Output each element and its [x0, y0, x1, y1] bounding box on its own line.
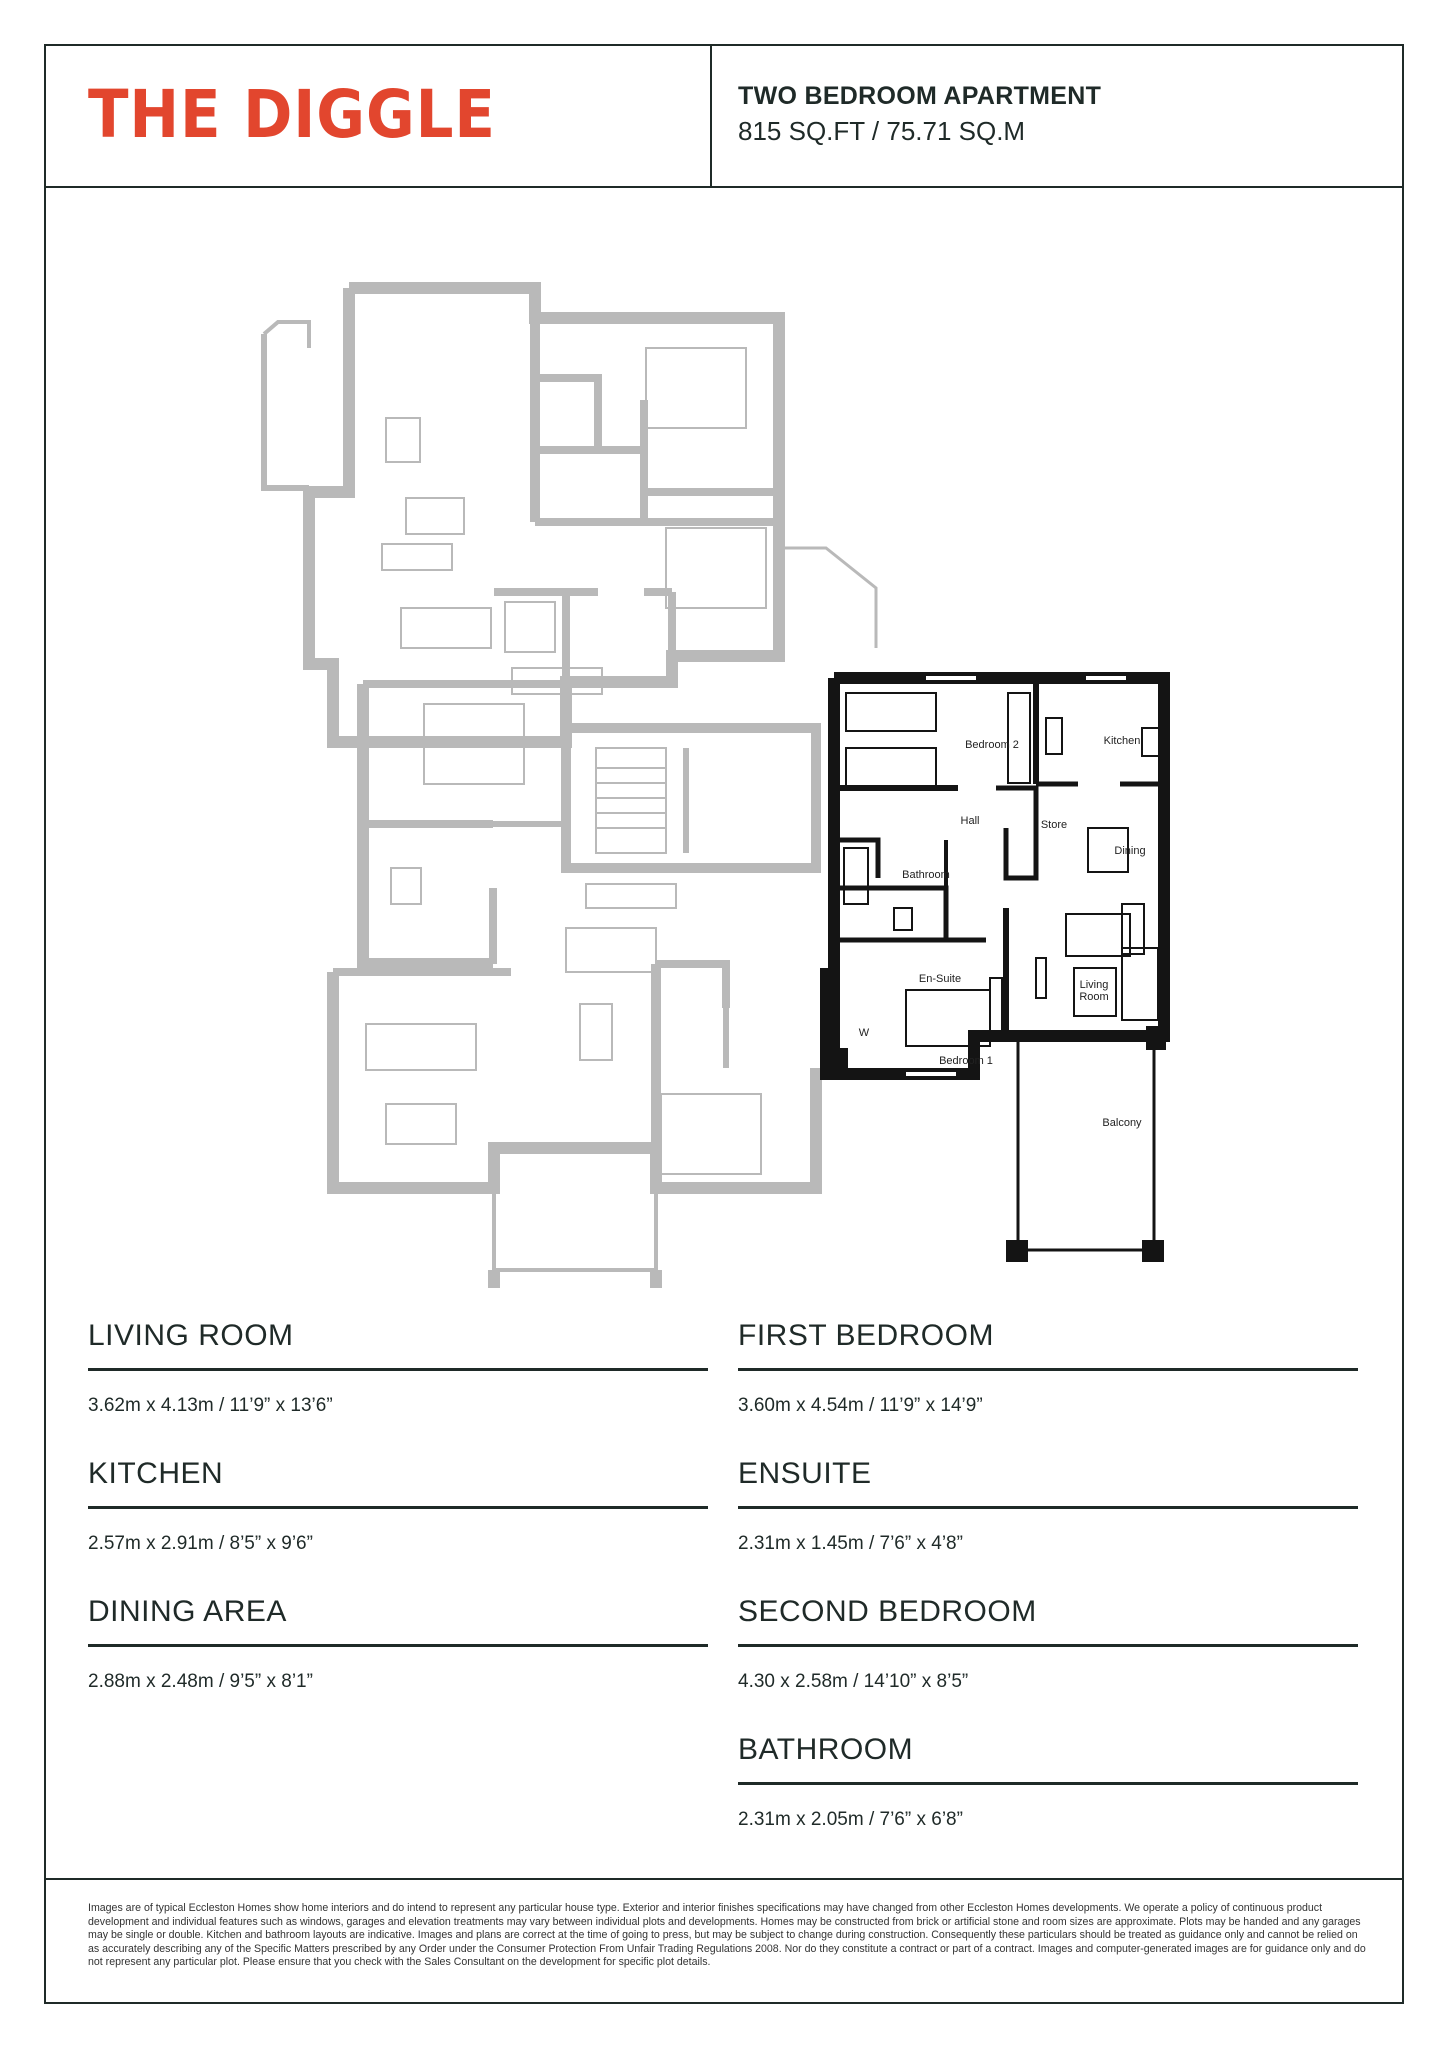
label-dining: Dining [1114, 845, 1146, 857]
floor-plan [46, 188, 1406, 1288]
brand-logo: THE DIGGLE [88, 76, 496, 153]
label-bathroom: Bathroom [902, 869, 950, 881]
room-dimensions: 2.88m x 2.48m / 9’5” x 8’1” [88, 1671, 313, 1692]
room-name: KITCHEN [88, 1457, 224, 1490]
room-first-bedroom [738, 1314, 1358, 1417]
room-divider [88, 1644, 708, 1647]
room-dimensions: 2.31m x 2.05m / 7’6” x 6’8” [738, 1809, 963, 1830]
room-kitchen [88, 1452, 708, 1555]
room-divider [88, 1506, 708, 1509]
label-balcony: Balcony [1102, 1117, 1142, 1129]
room-divider [738, 1644, 1358, 1647]
label-hall: Hall [960, 815, 980, 827]
neighbouring-units [264, 288, 876, 1288]
label-living-line1: Living [1079, 979, 1109, 991]
label-living-line2: Room [1079, 991, 1109, 1003]
room-divider [738, 1368, 1358, 1371]
room-divider [738, 1782, 1358, 1785]
footer [46, 1878, 1402, 2006]
header [46, 46, 1402, 188]
room-name: ENSUITE [738, 1457, 872, 1490]
room-dimensions: 2.57m x 2.91m / 8’5” x 9’6” [88, 1533, 313, 1554]
room-name: LIVING ROOM [88, 1319, 294, 1352]
room-second-bedroom [738, 1590, 1358, 1693]
label-bedroom-2: Bedroom 2 [965, 739, 1019, 751]
room-dimensions: 4.30 x 2.58m / 14’10” x 8’5” [738, 1671, 969, 1692]
apartment-type: TWO BEDROOM APARTMENT [738, 82, 1102, 110]
apartment-size: 815 SQ.FT / 75.71 SQ.M [738, 116, 1026, 146]
highlighted-unit [826, 678, 1166, 1262]
room-ensuite [738, 1452, 1358, 1555]
room-name: SECOND BEDROOM [738, 1595, 1037, 1628]
label-kitchen: Kitchen [1103, 735, 1141, 747]
room-bathroom [738, 1728, 1358, 1831]
room-divider [88, 1368, 708, 1371]
room-dimensions: 3.60m x 4.54m / 11’9” x 14’9” [738, 1395, 983, 1416]
label-en-suite: En-Suite [918, 973, 962, 985]
floor-plan-drawing [46, 188, 1406, 1288]
document-frame [44, 44, 1404, 2004]
header-divider [710, 46, 712, 186]
room-dimensions: 2.31m x 1.45m / 7’6” x 4’8” [738, 1533, 963, 1554]
room-living [88, 1314, 708, 1417]
room-name: DINING AREA [88, 1595, 287, 1628]
room-name: BATHROOM [738, 1733, 914, 1766]
room-dining [88, 1590, 708, 1693]
label-wardrobe: W [858, 1027, 870, 1039]
disclaimer-text: Images are of typical Eccleston Homes show home interiors and do intend to represent any particular house type. Exterior and interior finishes specifications may have changed from other Eccleston Homes developments. We operate a policy of continuous product development and individual features such as windows, garages and elevation treatments may vary between individual plots and developments. Homes may be constructed from brick or artificial stone and room sizes are approximate. Plots may be handed and any garages may be single or double. Kitchen and bathroom layouts are indicative. Images and plans are correct at the time of going to press, but may be subject to change during construction. Consequently these particulars should be treated as guidance only and cannot be relied on as accurately describing any of the Specific Matters prescribed by any Order under the Consumer Protection From Unfair Trading Regulations 2008. Nor do they constitute a contract or part of a contract. Images and computer-generated images are for guidance only and do not represent any particular plot. Please ensure that you check with the Sales Consultant on the development for specific plot details. [88, 1902, 1366, 1969]
room-dimensions: 3.62m x 4.13m / 11’9” x 13’6” [88, 1395, 333, 1416]
room-name: FIRST BEDROOM [738, 1319, 994, 1352]
label-bedroom-1: Bedroom 1 [939, 1055, 993, 1067]
label-store: Store [1040, 819, 1068, 831]
room-divider [738, 1506, 1358, 1509]
